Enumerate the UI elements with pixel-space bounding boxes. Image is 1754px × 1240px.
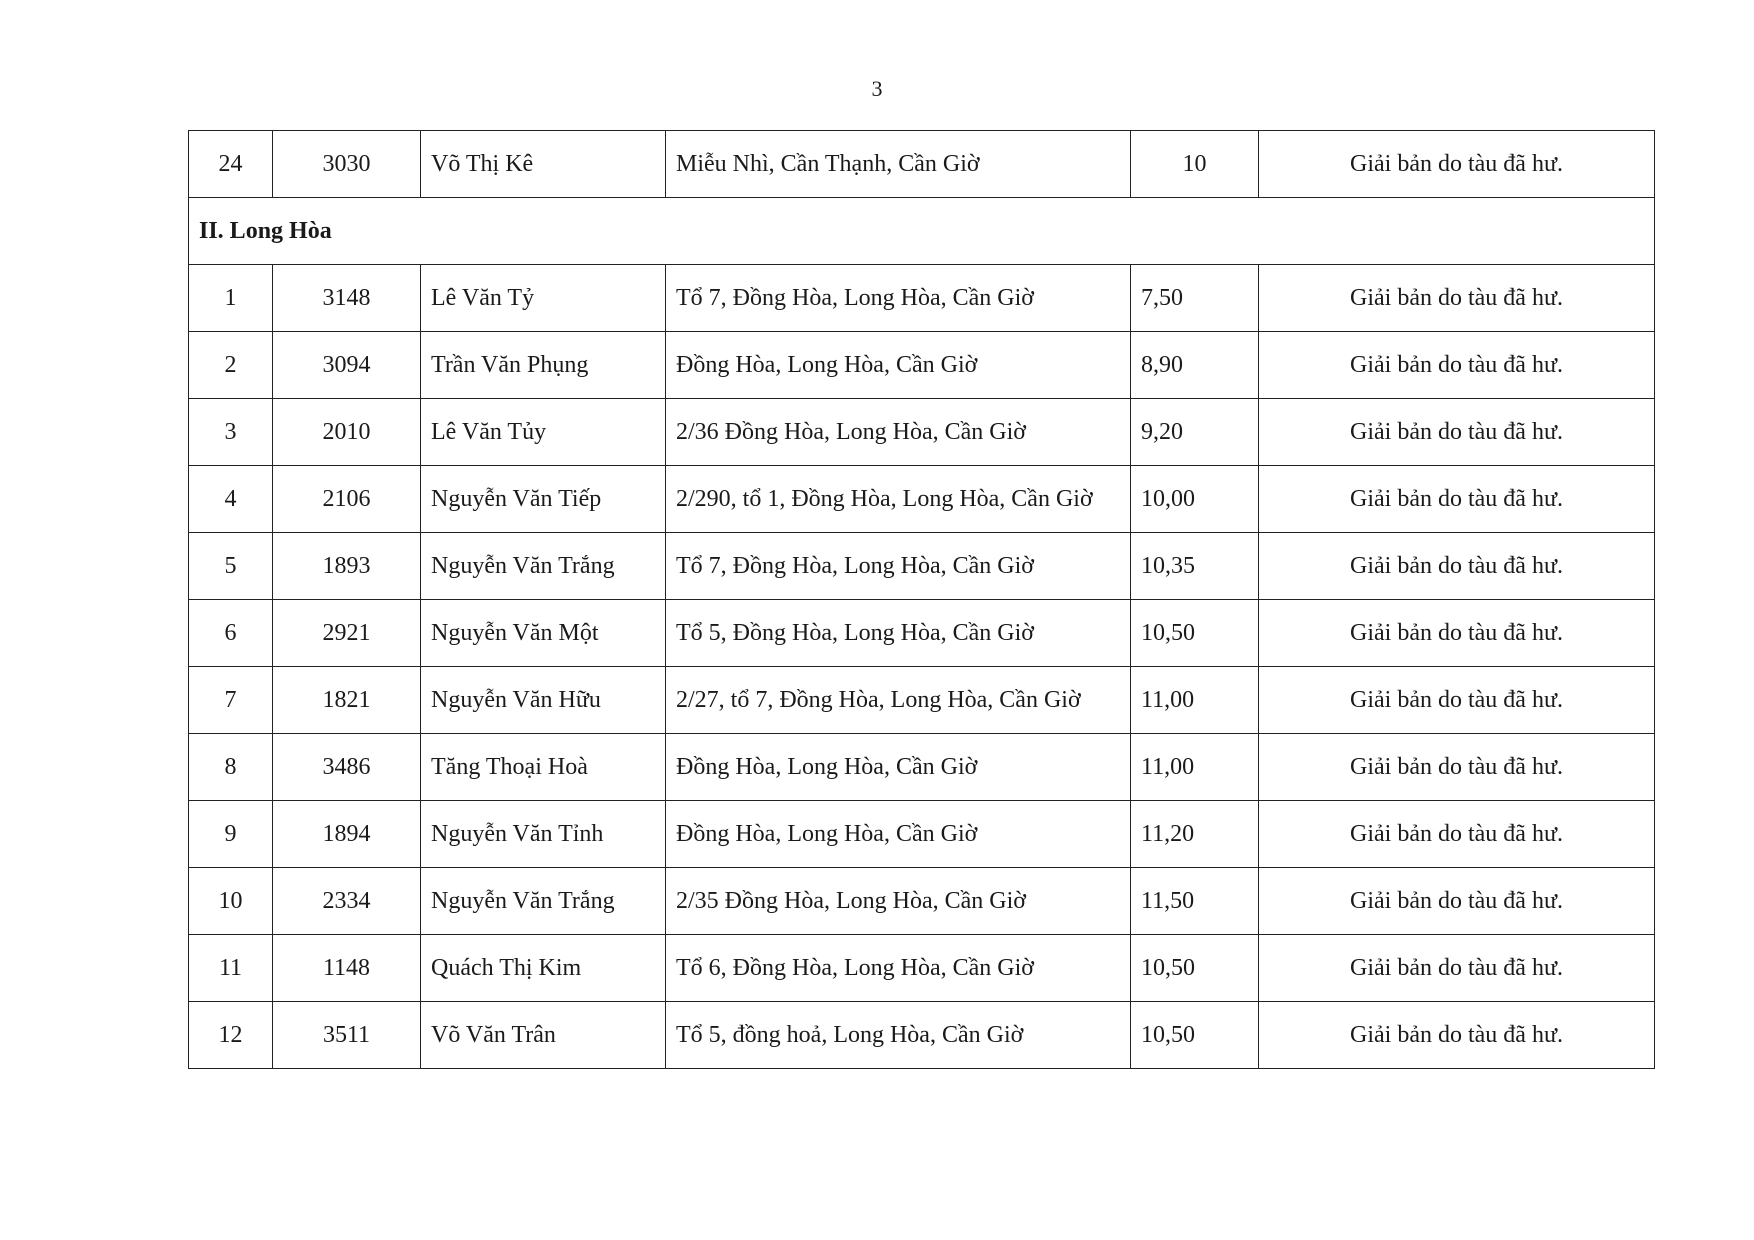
cell-reason: Giải bản do tàu đã hư. [1259,801,1655,868]
cell-stt: 24 [189,131,273,198]
cell-reason: Giải bản do tàu đã hư. [1259,265,1655,332]
table-row [189,131,1655,198]
cell-reason: Giải bản do tàu đã hư. [1259,131,1655,198]
cell-reason: Giải bản do tàu đã hư. [1259,600,1655,667]
cell-address: Tổ 6, Đồng Hòa, Long Hòa, Cần Giờ [666,935,1131,1002]
cell-name: Võ Văn Trân [421,1002,666,1069]
cell-length: 11,00 [1131,667,1259,734]
cell-name: Trần Văn Phụng [421,332,666,399]
cell-length: 7,50 [1131,265,1259,332]
cell-stt: 10 [189,868,273,935]
vessel-table [188,130,1655,1069]
cell-address: Tổ 5, Đồng Hòa, Long Hòa, Cần Giờ [666,600,1131,667]
cell-name: Tăng Thoại Hoà [421,734,666,801]
cell-stt: 12 [189,1002,273,1069]
cell-reason: Giải bản do tàu đã hư. [1259,399,1655,466]
cell-length: 10,00 [1131,466,1259,533]
cell-name: Lê Văn Tỷ [421,265,666,332]
cell-code: 1893 [273,533,421,600]
cell-length: 10,50 [1131,1002,1259,1069]
cell-address: 2/36 Đồng Hòa, Long Hòa, Cần Giờ [666,399,1131,466]
cell-length: 10 [1131,131,1259,198]
cell-reason: Giải bản do tàu đã hư. [1259,332,1655,399]
cell-stt: 2 [189,332,273,399]
cell-code: 3511 [273,1002,421,1069]
cell-length: 8,90 [1131,332,1259,399]
cell-name: Nguyễn Văn Tiếp [421,466,666,533]
table-row [189,734,1655,801]
cell-reason: Giải bản do tàu đã hư. [1259,1002,1655,1069]
cell-address: Đồng Hòa, Long Hòa, Cần Giờ [666,734,1131,801]
table-row [189,466,1655,533]
cell-stt: 9 [189,801,273,868]
page-number: 3 [871,76,883,101]
cell-reason: Giải bản do tàu đã hư. [1259,466,1655,533]
cell-address: 2/290, tổ 1, Đồng Hòa, Long Hòa, Cần Giờ [666,466,1131,533]
cell-address: 2/27, tổ 7, Đồng Hòa, Long Hòa, Cần Giờ [666,667,1131,734]
cell-name: Lê Văn Tủy [421,399,666,466]
cell-code: 3148 [273,265,421,332]
section-title: II. Long Hòa [189,198,1655,265]
table-body [189,265,1655,1069]
table-row [189,265,1655,332]
cell-length: 11,00 [1131,734,1259,801]
cell-name: Nguyễn Văn Trắng [421,533,666,600]
table-row [189,868,1655,935]
cell-length: 10,35 [1131,533,1259,600]
cell-code: 2334 [273,868,421,935]
cell-name: Võ Thị Kê [421,131,666,198]
cell-code: 1148 [273,935,421,1002]
table-row [189,533,1655,600]
cell-reason: Giải bản do tàu đã hư. [1259,868,1655,935]
cell-stt: 3 [189,399,273,466]
cell-stt: 5 [189,533,273,600]
cell-stt: 11 [189,935,273,1002]
cell-stt: 6 [189,600,273,667]
cell-address: 2/35 Đồng Hòa, Long Hòa, Cần Giờ [666,868,1131,935]
cell-reason: Giải bản do tàu đã hư. [1259,935,1655,1002]
cell-reason: Giải bản do tàu đã hư. [1259,667,1655,734]
cell-address: Tổ 7, Đồng Hòa, Long Hòa, Cần Giờ [666,533,1131,600]
cell-stt: 7 [189,667,273,734]
table-row [189,1002,1655,1069]
cell-code: 2106 [273,466,421,533]
cell-reason: Giải bản do tàu đã hư. [1259,734,1655,801]
cell-code: 1894 [273,801,421,868]
cell-code: 2010 [273,399,421,466]
cell-reason: Giải bản do tàu đã hư. [1259,533,1655,600]
table-row [189,600,1655,667]
table-row [189,332,1655,399]
cell-name: Nguyễn Văn Một [421,600,666,667]
cell-stt: 4 [189,466,273,533]
section-row [189,198,1655,265]
cell-address: Tổ 7, Đồng Hòa, Long Hòa, Cần Giờ [666,265,1131,332]
table-row [189,935,1655,1002]
cell-name: Nguyễn Văn Tỉnh [421,801,666,868]
cell-stt: 8 [189,734,273,801]
cell-length: 9,20 [1131,399,1259,466]
cell-length: 11,20 [1131,801,1259,868]
cell-length: 10,50 [1131,935,1259,1002]
cell-code: 1821 [273,667,421,734]
cell-name: Nguyễn Văn Hữu [421,667,666,734]
cell-address: Tổ 5, đồng hoả, Long Hòa, Cần Giờ [666,1002,1131,1069]
cell-code: 3486 [273,734,421,801]
cell-length: 10,50 [1131,600,1259,667]
cell-code: 2921 [273,600,421,667]
cell-stt: 1 [189,265,273,332]
cell-address: Miễu Nhì, Cần Thạnh, Cần Giờ [666,131,1131,198]
cell-address: Đồng Hòa, Long Hòa, Cần Giờ [666,332,1131,399]
table-row [189,399,1655,466]
table-row [189,667,1655,734]
cell-code: 3030 [273,131,421,198]
cell-name: Nguyễn Văn Trắng [421,868,666,935]
cell-name: Quách Thị Kim [421,935,666,1002]
cell-length: 11,50 [1131,868,1259,935]
table-row [189,801,1655,868]
cell-address: Đồng Hòa, Long Hòa, Cần Giờ [666,801,1131,868]
cell-code: 3094 [273,332,421,399]
